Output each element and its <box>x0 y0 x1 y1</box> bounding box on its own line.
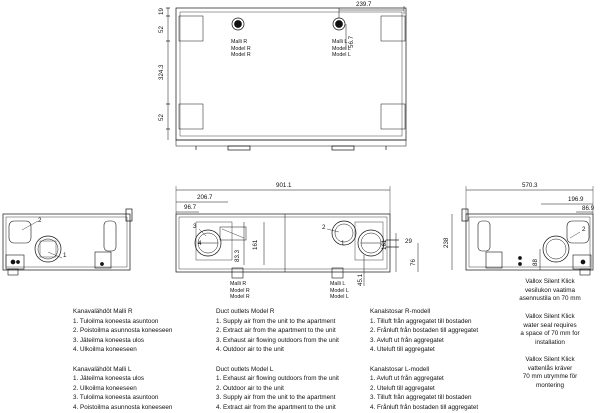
legend-swedish <box>370 307 478 413</box>
right-end-view <box>462 209 593 275</box>
legend-fi-item: 1. Tuloilma koneesta asuntoon <box>73 317 159 325</box>
callout-side-4: 4 <box>198 240 202 247</box>
dim-top-19: 19 <box>158 8 165 15</box>
left-end-view <box>3 209 132 275</box>
top-label-model-l: Malli L Model L Model L <box>332 39 351 59</box>
dim-side-76: 76 <box>410 259 417 266</box>
dim-side-161-left: 161 <box>252 239 259 250</box>
dim-top-324: 324.3 <box>158 64 165 80</box>
legend-en-item: 4. Outdoor air to the unit <box>216 346 284 354</box>
legend-sv-item: 3. Tilluft från aggregatet till bostaden <box>370 394 472 402</box>
dim-top-upper-52: 52 <box>158 26 165 33</box>
side-view-outlet-center <box>220 227 246 240</box>
legend-sv-item: 2. Uteluft till aggregatet <box>370 384 435 392</box>
legend-fi-item: 1. Jäteilma koneesta ulos <box>73 375 145 383</box>
side-view-unit <box>176 214 399 278</box>
legend-en-item: 3. Exhaust air flowing outdoors from the unit <box>216 336 339 344</box>
dim-top-lower-52: 52 <box>158 114 165 121</box>
legend-sv-title-r: Kanalstosar R-modell <box>370 308 431 315</box>
callout-side-1: 1 <box>341 240 345 247</box>
dim-right-86: 86.9 <box>582 205 595 212</box>
side-view-outlet-right <box>332 221 384 256</box>
legend-en-item: 1. Supply air from the unit to the apartment <box>216 317 336 325</box>
legend-en-item: 4. Extract air from the apartment to the unit <box>216 403 336 411</box>
dim-side-206: 206.7 <box>197 194 213 201</box>
legend-en-item: 2. Outdoor air to the unit <box>216 384 284 392</box>
legend-en-item: 2. Extract air from the apartment to the unit <box>216 327 336 335</box>
legend-sv-item: 4. Frånluft från bostaden till aggregatet <box>370 403 479 411</box>
legend-sv-item: 4. Uteluft till aggregatet <box>370 346 435 354</box>
callout-side-2: 2 <box>322 224 326 231</box>
note-finnish: Vallox Silent Klick vesilukon vaatima asennustila on 70 mm <box>519 278 581 303</box>
side-label-model-l: Malli L Model L Model L <box>330 281 349 301</box>
legend-fi-title-l: Kanavalähdöt Malli L <box>73 365 132 373</box>
legend-sv-title-l: Kanalstosar L-modell <box>370 365 430 373</box>
legend-finnish <box>73 307 172 413</box>
top-view-unit <box>176 8 406 150</box>
legend-fi-item: 2. Poistoilma asunnosta koneeseen <box>73 327 173 335</box>
note-swedish: Vallox Silent Klick vattenlås kräver 70 mm utrymme för montering <box>522 356 578 389</box>
dim-top-spigot: 56.7 <box>348 35 355 48</box>
legend-sv-item: 3. Avluft ut från aggregatet <box>370 336 444 344</box>
legend-en-item: 1. Exhaust air flowing outdoors from the unit <box>216 375 339 383</box>
dim-side-total: 901.1 <box>276 182 292 189</box>
dim-side-96: 96.7 <box>184 204 197 211</box>
callout-right-2: 2 <box>582 226 586 233</box>
legend-fi-title-r: Kanavalähdöt Malli R <box>73 308 133 315</box>
dim-side-161-right: 161 <box>381 239 388 250</box>
callout-side-3: 3 <box>193 223 197 230</box>
dim-right-238: 238 <box>443 237 450 248</box>
legend-en-title-r: Duct outlets Model R <box>216 308 275 315</box>
legend-fi-item: 3. Jäteilma koneesta ulos <box>73 336 145 344</box>
legend-en-title-l: Duct outlets Model L <box>216 365 274 373</box>
legend-fi-item: 4. Ulkoilma koneeseen <box>73 346 137 354</box>
legend-fi-item: 3. Tuloilma koneesta asuntoon <box>73 394 159 402</box>
dim-side-29: 29 <box>405 238 412 245</box>
side-label-model-r: Malli R Model R Model R <box>230 281 250 301</box>
dim-right-570: 570.3 <box>522 182 538 189</box>
legend-sv-item: 2. Frånluft från bostaden till aggregatet <box>370 327 479 335</box>
legend-english <box>216 307 339 413</box>
dim-right-196: 196.9 <box>568 196 584 203</box>
dim-right-88: 88 <box>532 259 539 266</box>
top-view-spigot-l <box>333 18 345 30</box>
note-english: Vallox Silent Klick water seal requires a space of 70 mm for installation <box>520 313 580 346</box>
top-label-model-r: Malli R Model R Model R <box>231 39 251 59</box>
legend-sv-item: 1. Tilluft från aggregatet till bostaden <box>370 317 472 325</box>
callout-left-1: 1 <box>63 252 67 259</box>
top-view-spigot-r <box>232 18 244 30</box>
legend-sv-item: 1. Avluft ut från aggregatet <box>370 375 444 383</box>
dim-side-83: 83.3 <box>234 249 241 262</box>
legend-fi-item: 2. Ulkoilma koneeseen <box>73 384 137 392</box>
dim-top-width: 239.7 <box>356 1 372 8</box>
dim-side-45: 45.1 <box>357 273 364 286</box>
legend-fi-item: 4. Poistoilma asunnosta koneeseen <box>73 403 173 411</box>
callout-left-2: 2 <box>38 217 42 224</box>
legend-en-item: 3. Supply air from the unit to the apartment <box>216 394 336 402</box>
